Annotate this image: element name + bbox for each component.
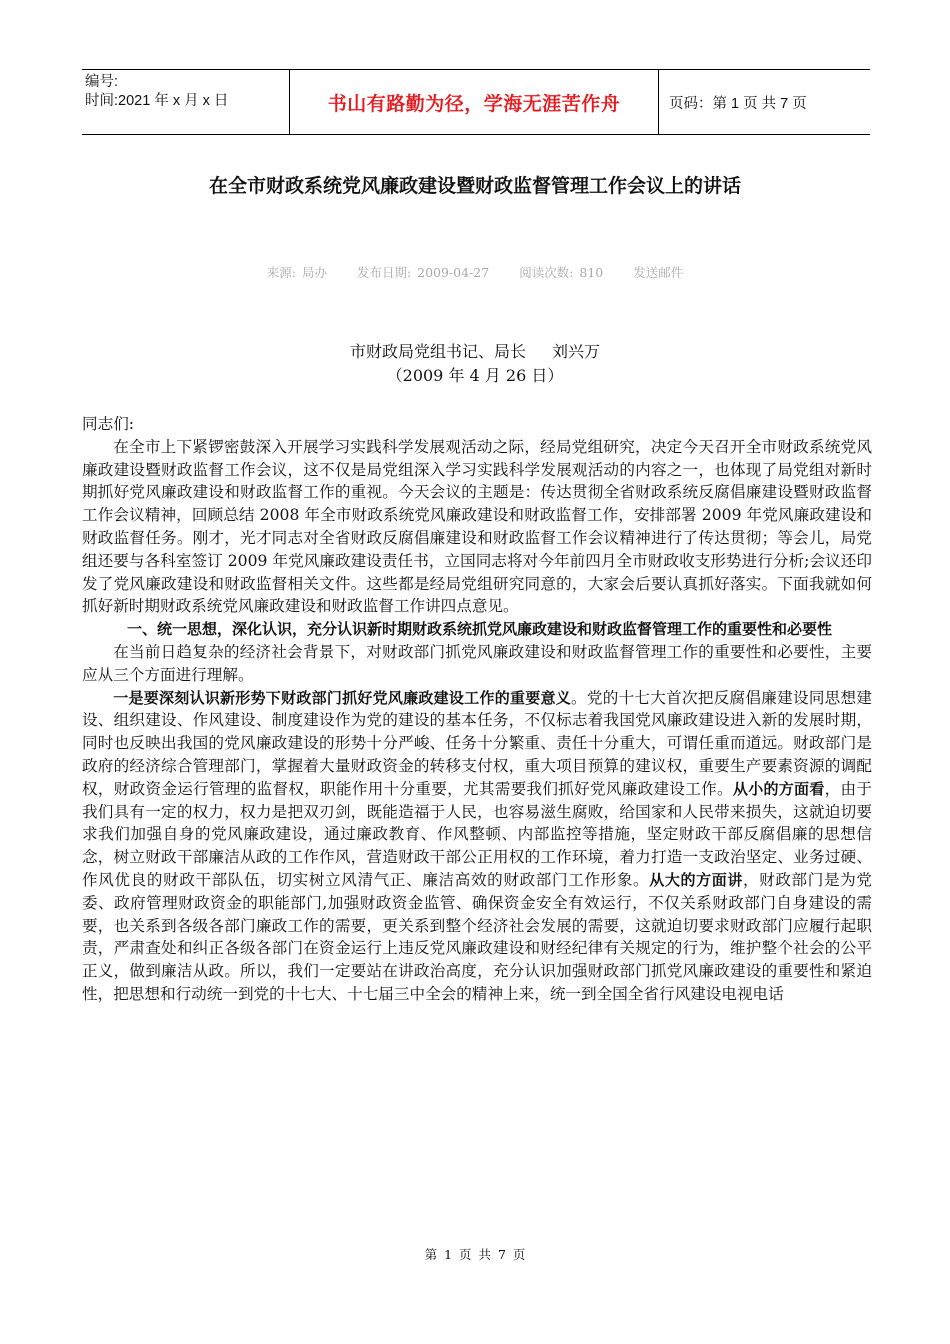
point-one-heading: 一是要深刻认识新形势下财政部门抓好党风廉政建设工作的重要意义 bbox=[113, 688, 572, 707]
meta-source: 来源: 局办 bbox=[266, 265, 327, 280]
section-heading-1: 一、统一思想，深化认识，充分认识新时期财政系统抓党风廉政建设和财政监督管理工作的重要性和必要性 bbox=[127, 620, 833, 639]
author-position: 市财政局党组书记、局长 bbox=[349, 342, 526, 361]
document-header bbox=[82, 69, 870, 135]
small-aspect-heading: 从小的方面看 bbox=[732, 779, 825, 798]
paragraph-intro: 在全市上下紧锣密鼓深入开展学习实践科学发展观活动之际，经局党组研究，决定今天召开全市财政系统党风廉政建设暨财政监督工作会议，这不仅是局党组深入学习实践科学发展观活动的内容之一，也体现了局党组对新时期抓好党风廉政建设和财政监督工作的重视。今天会议的主题是：传达贯彻全省财政系统反腐倡廉建设暨财政监督工作会议精神，回顾总结 2008 年全市财政系统党风廉政建设和财政监督工作，安排部署 2009 年党风廉政建设和财政监督任务。刚才，光才同志对全省财政反腐倡廉建设和财政监督工作会议精神进行了传达贯彻；等会儿，局党组还要与各科室签订 2009 年党风廉政建设责任书，立国同志将对今年前四月全市财政收支形势进行分析;会议还印发了党风廉政建设和财政监督相关文件。这些都是经局党组研究同意的，大家会后要认真抓好落实。下面我就如何抓好新时期财政系统党风廉政建设和财政监督工作讲四点意见。 bbox=[82, 437, 872, 616]
speech-date: （2009 年 4 月 26 日） bbox=[386, 366, 564, 385]
header-page-code: 页码：第 1 页 共 7 页 bbox=[669, 95, 807, 112]
paragraph-3 bbox=[82, 687, 872, 1006]
greeting: 同志们: bbox=[82, 415, 135, 433]
large-aspect-heading: 从大的方面讲 bbox=[649, 870, 743, 889]
meta-reads: 阅读次数: 810 bbox=[519, 265, 604, 280]
paragraph-3-text-c: ，财政部门是为党委、政府管理财政资金的职能部门,加强财政资金监管、确保资金安全有效运行，不仅关系财政部门自身建设的需要，也关系到各级各部门廉政工作的需要，更关系到整个经济社会发展的需要，这就迫切要求财政部门应履行起职责，严肃查处和纠正各级各部门在资金运行上违反党风廉政建设和财经纪律有关规定的行为，维护整个社会的公平正义，做到廉洁从政。所以，我们一定要站在讲政治高度，充分认识加强财政部门抓党风廉政建设的重要性和紧迫性，把思想和行动统一到党的十七大、十七届三中全会的精神上来，统一到全国全省行风建设电视电话 bbox=[82, 870, 872, 1003]
page-footer: 第 1 页 共 7 页 bbox=[424, 1247, 526, 1262]
document-title: 在全市财政系统党风廉政建设暨财政监督管理工作会议上的讲话 bbox=[208, 175, 741, 197]
number-label: 编号: bbox=[85, 74, 119, 90]
author-name: 刘兴万 bbox=[552, 342, 601, 361]
speech-body bbox=[82, 413, 872, 1006]
article-meta bbox=[0, 263, 950, 281]
paragraph-3-text-b: ，由于我们具有一定的权力，权力是把双刃剑，既能造福于人民，也容易滋生腐败，给国家和人民带来损失，这就迫切要求我们加强自身的党风廉政建设，通过廉政教育、作风整顿、内部监控等措施，坚定财政干部反腐倡廉的思想信念，树立财政干部廉洁从政的工作作风，营造财政干部公正用权的工作环境，着力打造一支政治坚定、业务过硬、作风优良的财政干部队伍，切实树立风清气正、廉洁高效的财政部门工作形象。 bbox=[82, 779, 872, 889]
meta-date: 发布日期: 2009-04-27 bbox=[356, 265, 490, 280]
author-block bbox=[0, 340, 950, 388]
header-info-cell bbox=[82, 70, 290, 134]
meta-send-email[interactable]: 发送邮件 bbox=[633, 265, 684, 280]
time-label: 时间:2021 年 x 月 x 日 bbox=[85, 93, 229, 109]
header-motto: 书山有路勤为径，学海无涯苦作舟 bbox=[290, 70, 659, 134]
paragraph-3-text-a: 。党的十七大首次把反腐倡廉建设同思想建设、组织建设、作风建设、制度建设作为党的建设的基本任务，不仅标志着我国党风廉政建设进入新的发展时期，同时也反映出我国的党风廉政建设的形势十分严峻、任务十分繁重、责任十分重大，可谓任重而道远。财政部门是政府的经济综合管理部门，掌握着大量财政资金的转移支付权，重大项目预算的建议权，重要生产要素资源的调配权，财政资金运行管理的监督权，职能作用十分重要，尤其需要我们抓好党风廉政建设工作。 bbox=[82, 688, 872, 798]
paragraph-2: 在当前日趋复杂的经济社会背景下，对财政部门抓党风廉政建设和财政监督管理工作的重要性和必要性，主要应从三个方面进行理解。 bbox=[82, 642, 872, 684]
